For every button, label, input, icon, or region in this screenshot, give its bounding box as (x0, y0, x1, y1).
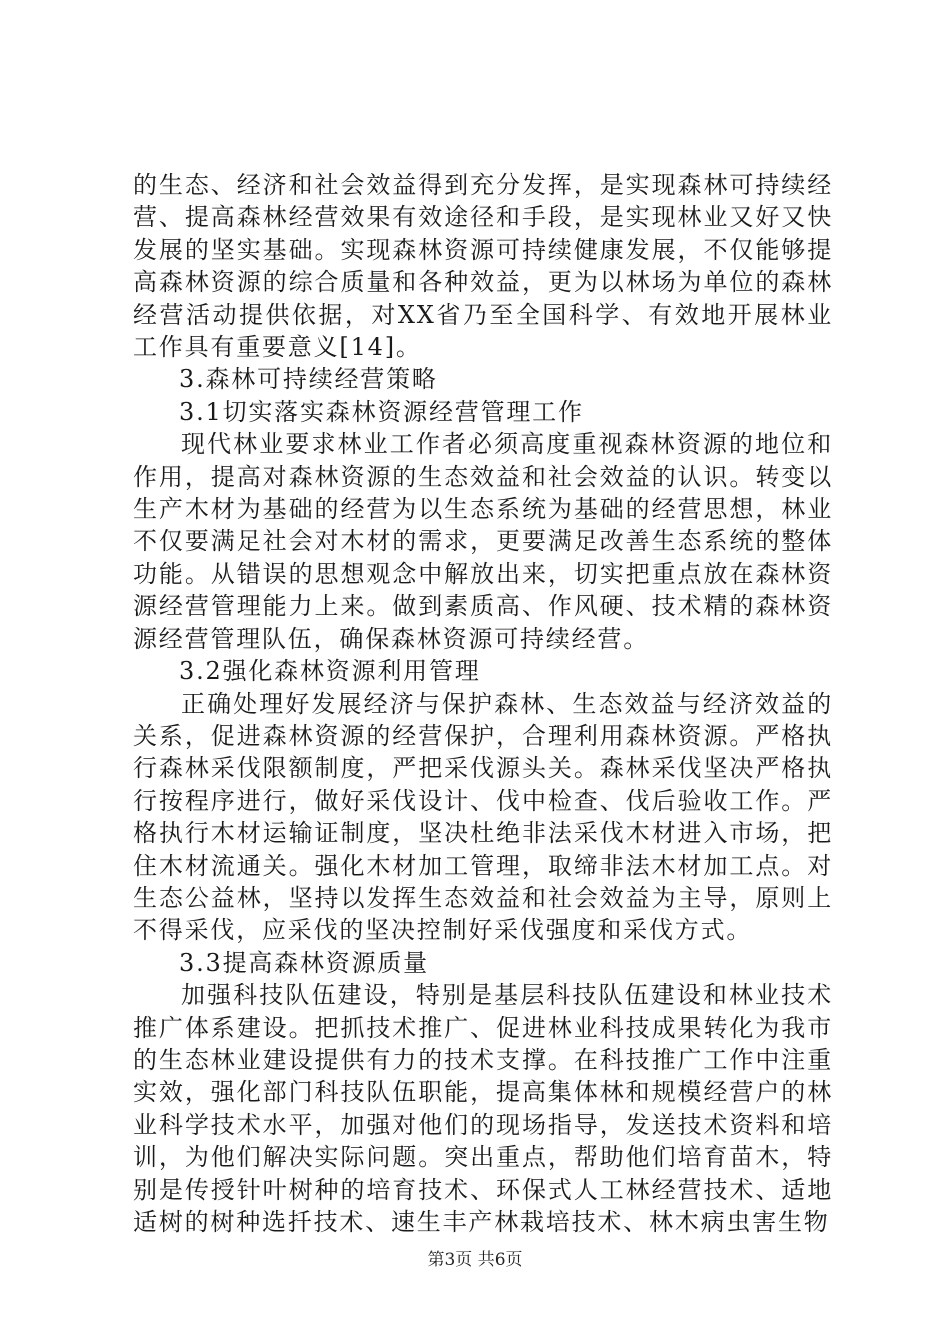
paragraph-3-3: 加强科技队伍建设，特别是基层科技队伍建设和林业技术推广体系建设。把抓技术推广、促进林业科技成果转化为我市的生态林业建设提供有力的技术支撑。在科技推广工作中注重实效，强化部门科技队伍职能，提高集体林和规模经营户的林业科学技术水平，加强对他们的现场指导，发送技术资料和培训，为他们解决实际问题。突出重点，帮助他们培育苗木，特别是传授针叶树种的培育技术、环保式人工林经营技术、适地适树的树种选扦技术、速生丰产林栽培技术、林木病虫害生物 (133, 981, 833, 1236)
document-body (133, 169, 833, 1238)
paragraph-3-1: 现代林业要求林业工作者必须高度重视森林资源的地位和作用，提高对森林资源的生态效益和社会效益的认识。转变以生产木材为基础的经营为以生态系统为基础的经营思想，林业不仅要满足社会对木材的需求，更要满足改善生态系统的整体功能。从错误的思想观念中解放出来，切实把重点放在森林资源经营管理能力上来。做到素质高、作风硬、技术精的森林资源经营管理队伍，确保森林资源可持续经营。 (133, 430, 833, 653)
section-heading-3-3: 3.3提高森林资源质量 (179, 948, 429, 977)
paragraph-intro: 的生态、经济和社会效益得到充分发挥，是实现森林可持续经营、提高森林经营效果有效途径和手段，是实现林业又好又快发展的坚实基础。实现森林资源可持续健康发展，不仅能够提高森林资源的综合质量和各种效益，更为以林场为单位的森林经营活动提供依据，对XX省乃至全国科学、有效地开展林业工作具有重要意义[14]。 (133, 171, 833, 362)
section-heading-3-2: 3.2强化森林资源利用管理 (179, 657, 481, 686)
section-heading-3: 3.森林可持续经营策略 (179, 365, 438, 394)
section-heading-3-1: 3.1切实落实森林资源经营管理工作 (179, 397, 584, 426)
page-footer: 第3页 共6页 (427, 1250, 523, 1270)
paragraph-3-2: 正确处理好发展经济与保护森林、生态效益与经济效益的关系，促进森林资源的经营保护，合理利用森林资源。严格执行森林采伐限额制度，严把采伐源头关。森林采伐坚决严格执行按程序进行，做好采伐设计、伐中检查、伐后验收工作。严格执行木材运输证制度，坚决杜绝非法采伐木材进入市场，把住木材流通关。强化木材加工管理，取缔非法木材加工点。对生态公益林，坚持以发挥生态效益和社会效益为主导，原则上不得采伐，应采伐的坚决控制好采伐强度和采伐方式。 (133, 689, 833, 945)
